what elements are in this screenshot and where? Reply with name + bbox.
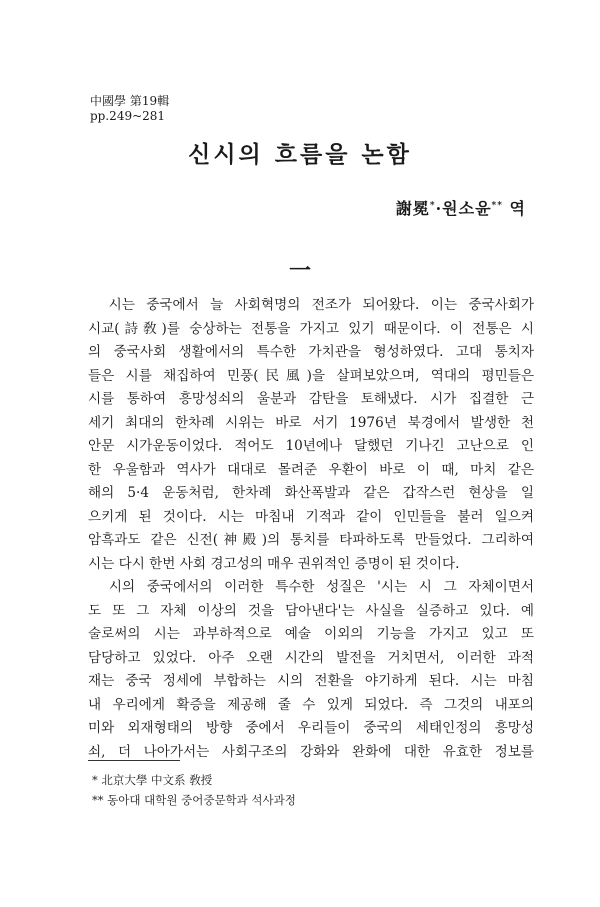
body-line: 시는 중국에서 늘 사회혁명의 전조가 되어왔다. 이는 중국사회가	[88, 297, 534, 313]
body-line: 내 우리에게 확증을 제공해 줄 수 있게 되었다. 즉 그것의 내포의	[88, 696, 534, 713]
body-line: 미와 외재형태의 방향 중에서 우리들이 중국의 세태인정의 흥망성	[88, 720, 534, 736]
body-line: 암흑과도 같은 신전(神殿)의 통치를 타파하도록 만들었다. 그리하여	[88, 532, 534, 548]
footnote-1: * 北京大學 中文系 敎授	[92, 773, 213, 787]
footnotes	[92, 770, 296, 810]
body-line: 한 우울함과 역사가 대대로 몰려준 우환이 바로 이 때, 마치 같은	[88, 461, 534, 478]
body-line: 쇠, 더 나아가서는 사회구조의 강화와 완화에 대한 유효한 정보를	[88, 743, 534, 760]
author-name-1: 謝冕	[395, 199, 430, 218]
body-line: 시를 통하여 흥망성쇠의 울분과 감탄을 토해냈다. 시가 집결한 근	[88, 391, 534, 407]
body-line: 시교(詩敎)를 숭상하는 전통을 가지고 있기 때문이다. 이 전통은 시	[88, 320, 534, 337]
journal-volume: 中國學 第19輯	[90, 94, 170, 108]
body-line: 시는 다시 한번 사회 경고성의 매우 권위적인 증명이 된 것이다.	[88, 555, 460, 572]
journal-info	[90, 94, 169, 124]
body-line: 해의 5·4 운동처럼, 한차례 화산폭발과 같은 갑작스런 현상을 일	[88, 485, 534, 501]
page-range: pp.249~281	[90, 109, 166, 123]
footnote-2: ** 동아대 대학원 중어중문학과 석사과정	[92, 793, 296, 807]
article-title: 신시의 흐름을 논함	[188, 141, 412, 168]
author-name-2: ·원소윤	[435, 199, 492, 218]
body-line: 의 중국사회 생활에서의 특수한 가치관을 형성하였다. 고대 통치자	[88, 344, 534, 360]
body-line: 도 또 그 자체 이상의 것을 담아낸다'는 사실을 실증하고 있다. 예	[88, 602, 534, 619]
body-line: 재는 중국 정세에 부합하는 시의 전환을 야기하게 된다. 시는 마침	[88, 673, 534, 689]
author-mark-1: *	[429, 201, 436, 211]
body-text	[88, 294, 534, 764]
body-line: 술로써의 시는 과부하적으로 예술 이외의 기능을 가지고 있고 또	[88, 626, 534, 642]
body-line: 세기 최대의 한차례 시위는 바로 서기 1976년 북경에서 발생한 천	[88, 414, 534, 431]
section-heading: 一	[288, 258, 311, 284]
body-line: 시의 중국에서의 이러한 특수한 성질은 '시는 시 그 자체이면서	[88, 579, 534, 595]
body-line: 들은 시를 채집하여 민풍(民風)을 살펴보았으며, 역대의 평민들은	[88, 367, 534, 384]
body-line: 담당하고 있었다. 아주 오랜 시간의 발전을 거치면서, 이러한 과적	[88, 649, 534, 666]
author-role: 역	[502, 199, 526, 218]
author-mark-2: **	[491, 201, 503, 211]
author-line	[396, 196, 526, 219]
body-line: 안문 시가운동이었다. 적어도 10년에나 달했던 기나긴 고난으로 인	[88, 438, 534, 454]
footnote-divider	[88, 760, 180, 761]
body-line: 으키게 된 것이다. 시는 마침내 기적과 같이 인민들을 불러 일으켜	[88, 508, 534, 525]
